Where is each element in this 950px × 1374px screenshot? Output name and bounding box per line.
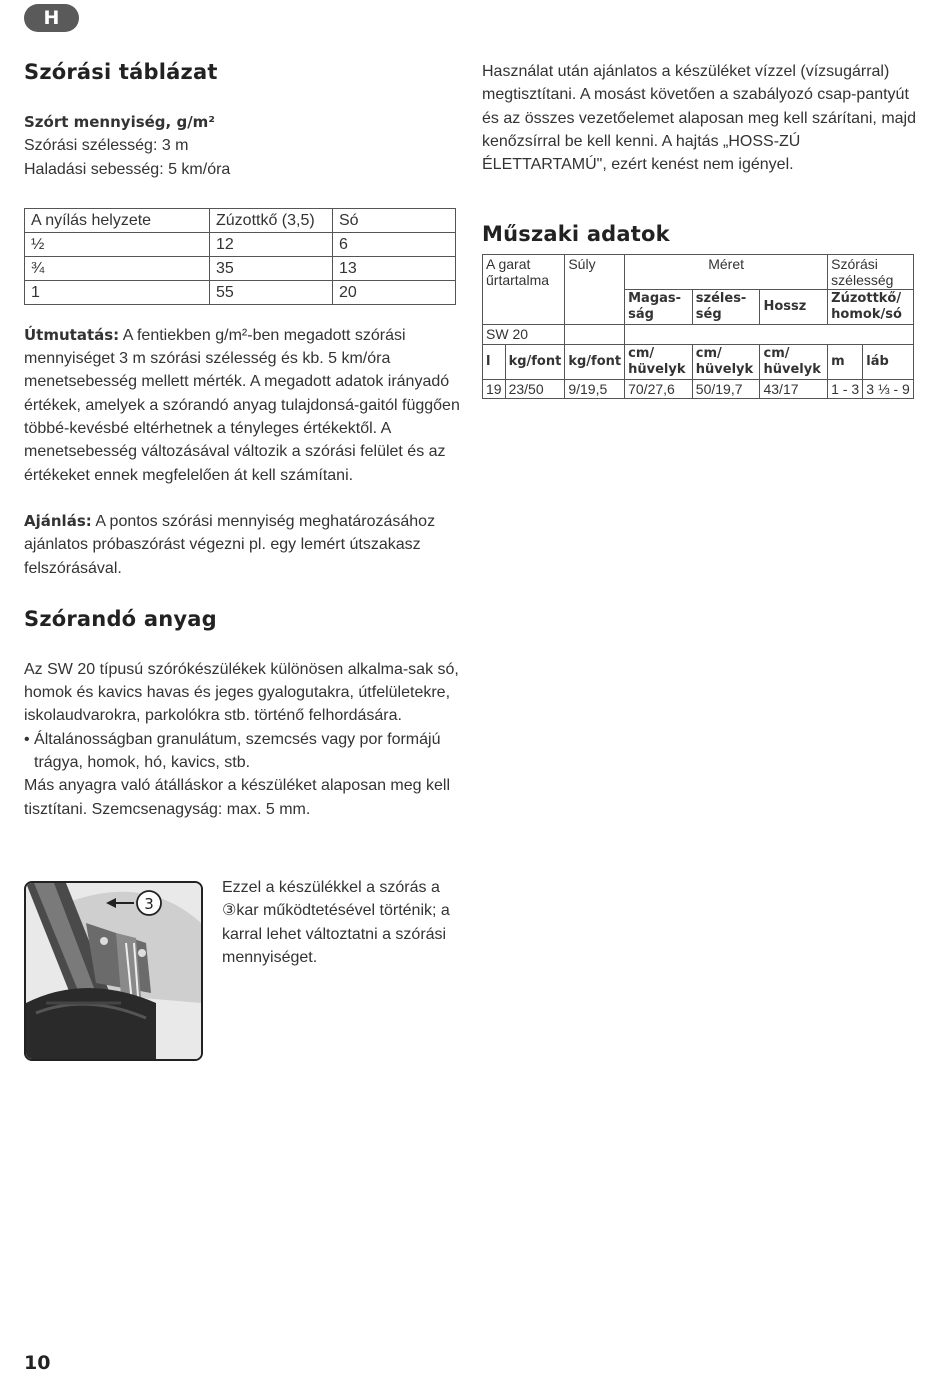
- value-cell: 9/19,5: [565, 380, 625, 399]
- table-cell: 55: [210, 280, 333, 304]
- col-header: Zúzottkő (3,5): [210, 208, 333, 232]
- model-cell: SW 20: [483, 325, 565, 345]
- right-column: [482, 60, 922, 399]
- spreading-table-title: Szórási táblázat: [24, 60, 218, 84]
- material-title: Szórandó anyag: [24, 606, 217, 631]
- value-cell: 50/19,7: [692, 380, 760, 399]
- spread-width-header: Szórási szélesség: [828, 255, 914, 290]
- unit-cell: m: [828, 345, 863, 380]
- value-cell: 43/17: [760, 380, 828, 399]
- unit-cell: kg/font: [565, 345, 625, 380]
- figure-caption: Ezzel a készülékkel a szórás a ③kar működtetésével történik; a karral lehet változtatni a szórási mennyiséget.: [222, 879, 450, 966]
- hopper-header: A garat űrtartalma: [483, 255, 565, 325]
- unit-cell: láb: [863, 345, 914, 380]
- value-cell: 1 - 3: [828, 380, 863, 399]
- left-column: [24, 60, 460, 821]
- table-row: [25, 280, 456, 304]
- table-row: [25, 256, 456, 280]
- note-paragraph: [24, 324, 460, 487]
- table-header-row: [25, 208, 456, 232]
- table-cell: 13: [333, 256, 456, 280]
- material-header: Zúzottkő/ homok/só: [828, 290, 914, 325]
- unit-cell: cm/ hüvelyk: [692, 345, 760, 380]
- table-cell: ¾: [25, 256, 210, 280]
- units-row: [483, 345, 914, 380]
- length-header: Hossz: [760, 290, 828, 325]
- width-header: széles-ség: [692, 290, 760, 325]
- size-header: Méret: [625, 255, 828, 290]
- recommend-label: Ajánlás:: [24, 511, 92, 530]
- table-cell: [625, 325, 914, 345]
- tech-data-table: [482, 254, 914, 399]
- value-cell: 19: [483, 380, 506, 399]
- amount-label: Szórt mennyiség, g/m²: [24, 113, 215, 131]
- values-row: [483, 380, 914, 399]
- table-cell: 35: [210, 256, 333, 280]
- callout-number: 3: [144, 895, 154, 913]
- width-line: Szórási szélesség: 3 m: [24, 137, 189, 155]
- table-cell: 20: [333, 280, 456, 304]
- recommend-paragraph: [24, 510, 460, 580]
- material-intro: Az SW 20 típusú szórókészülékek különösen alkalma-sak só, homok és kavics havas és jeges gyalogutakra, útfelületekre, iskolaudvarokra, parkolókra stb. történő felhordására.: [24, 660, 459, 725]
- material-outro: Más anyagra való átálláskor a készüléket alaposan meg kell tisztítani. Szemcsenagyság: max. 5 mm.: [24, 777, 451, 818]
- col-header: A nyílás helyzete: [25, 208, 210, 232]
- unit-cell: kg/font: [505, 345, 565, 380]
- table-cell: [565, 325, 625, 345]
- tech-data-title: Műszaki adatok: [482, 222, 670, 247]
- table-cell: 6: [333, 232, 456, 256]
- table-row: [483, 325, 914, 345]
- lever-illustration: [24, 881, 203, 1061]
- unit-cell: l: [483, 345, 506, 380]
- speed-line: Haladási sebesség: 5 km/óra: [24, 160, 231, 178]
- unit-cell: cm/ hüvelyk: [760, 345, 828, 380]
- table-cell: 12: [210, 232, 333, 256]
- value-cell: 3 ⅓ - 9: [863, 380, 914, 399]
- table-cell: 1: [25, 280, 210, 304]
- spreader-lever-icon: [26, 883, 201, 1059]
- language-badge: H: [24, 4, 79, 32]
- spreading-table: [24, 208, 456, 305]
- recommend-text: A pontos szórási mennyiség meghatározásához ajánlatos próbaszórást végezni pl. egy lemért útszakasz felszórásával.: [24, 512, 436, 577]
- material-bullet: • Általánosságban granulátum, szemcsés vagy por formájú trágya, homok, hó, kavics, stb.: [24, 730, 441, 772]
- unit-cell: cm/ hüvelyk: [625, 345, 693, 380]
- col-header: Só: [333, 208, 456, 232]
- page-number: 10: [24, 1352, 51, 1374]
- note-label: Útmutatás:: [24, 325, 120, 344]
- height-header: Magas-ság: [625, 290, 693, 325]
- note-text: A fentiekben g/m²-ben megadott szórási mennyiséget 3 m szórási szélesség és kb. 5 km/óra menetsebesség mellett mérték. A megadott adatok irányadó értékek, amelyek a szórandó anyag tulajdonsá-gaitól függően többé-kevésbé eltérhetnek a tényleges értékektől. A menetsebesség változásával változik a szórási felület és az értékeket ennek megfelelően át kell számítani.: [24, 326, 460, 484]
- weight-header: Súly: [565, 255, 625, 325]
- table-row: [25, 232, 456, 256]
- spreading-parameters: [24, 111, 460, 181]
- table-cell: ½: [25, 232, 210, 256]
- maintenance-text: Használat után ajánlatos a készüléket vízzel (vízsugárral) megtisztítani. A mosást követően a szabályozó csap-pantyút és az összes vezetőelemet alaposan meg kell szárítani, majd kenőzsírral be kell kenni. A hajtás „HOSS-ZÚ ÉLETTARTAMÚ", ezért kenést nem igényel.: [482, 63, 916, 174]
- value-cell: 70/27,6: [625, 380, 693, 399]
- value-cell: 23/50: [505, 380, 565, 399]
- table-row: [483, 255, 914, 290]
